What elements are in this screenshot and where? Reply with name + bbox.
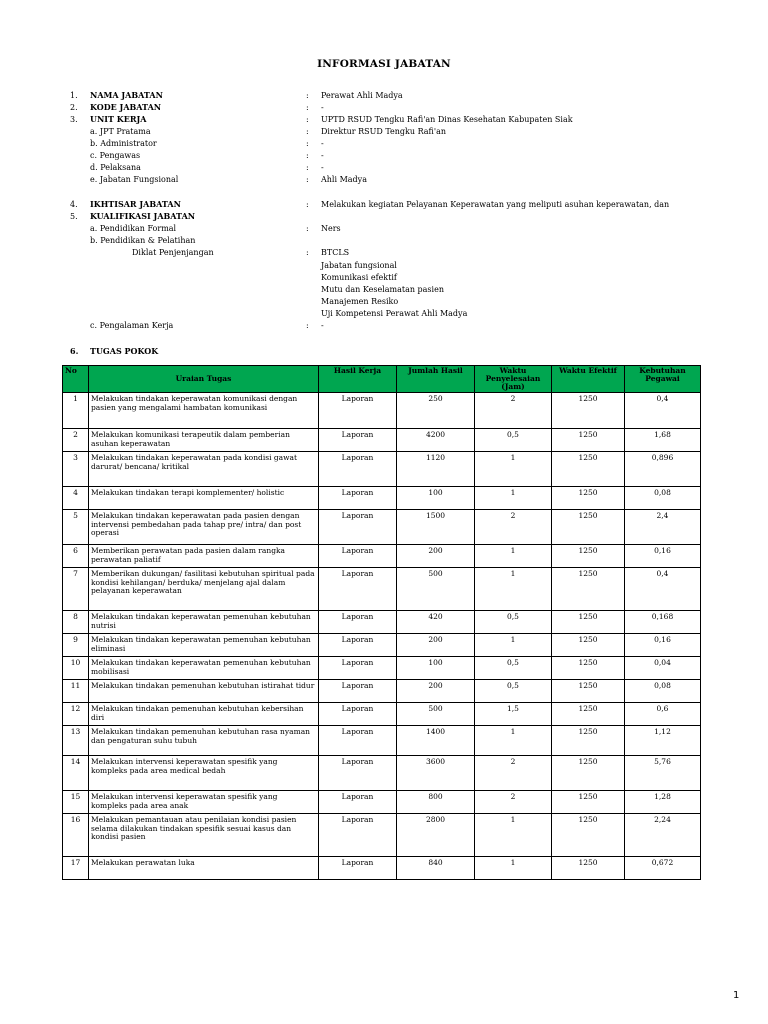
cell-no: 9 (63, 634, 89, 657)
cell-waktu-penyelesaian: 1 (475, 487, 552, 510)
info-label: IKHTISAR JABATAN (90, 199, 181, 209)
header-uraian-tugas: Uraian Tugas (89, 366, 319, 393)
cell-waktu-efektif: 1250 (552, 545, 625, 568)
cell-hasil-kerja: Laporan (319, 726, 397, 756)
cell-jumlah-hasil: 100 (397, 657, 475, 680)
cell-no: 2 (63, 429, 89, 452)
info-colon: : (306, 91, 309, 100)
table-row (63, 611, 701, 634)
header-jumlah-hasil: Jumlah Hasil (397, 366, 475, 393)
cell-uraian-tugas: Melakukan pemantauan atau penilaian kondisi pasien selama dilakukan tindakan spesifik sesuai kasus dan kondisi pasien (89, 814, 319, 857)
cell-uraian-tugas: Melakukan tindakan keperawatan pemenuhan kebutuhan mobilisasi (89, 657, 319, 680)
cell-waktu-penyelesaian: 0,5 (475, 611, 552, 634)
cell-waktu-penyelesaian: 1 (475, 568, 552, 611)
cell-waktu-penyelesaian: 2 (475, 510, 552, 545)
cell-kebutuhan-pegawai: 0,4 (625, 568, 701, 611)
cell-waktu-efektif: 1250 (552, 510, 625, 545)
table-row (63, 726, 701, 756)
table-row (63, 814, 701, 857)
table-row (63, 429, 701, 452)
cell-waktu-penyelesaian: 1 (475, 634, 552, 657)
table-row (63, 756, 701, 791)
table-row (63, 568, 701, 611)
cell-no: 14 (63, 756, 89, 791)
cell-jumlah-hasil: 2800 (397, 814, 475, 857)
info-label: Diklat Penjenjangan (132, 248, 214, 257)
info-label: KODE JABATAN (90, 102, 162, 112)
info-label: b. Pendidikan & Pelatihan (90, 236, 196, 245)
cell-kebutuhan-pegawai: 0,04 (625, 657, 701, 680)
cell-no: 5 (63, 510, 89, 545)
cell-no: 1 (63, 393, 89, 429)
tugas-pokok-table (62, 365, 701, 880)
cell-waktu-efektif: 1250 (552, 429, 625, 452)
cell-waktu-efektif: 1250 (552, 791, 625, 814)
info-value: Mutu dan Keselamatan pasien (321, 285, 444, 294)
cell-hasil-kerja: Laporan (319, 545, 397, 568)
cell-no: 4 (63, 487, 89, 510)
info-value: BTCLS (321, 248, 350, 257)
cell-waktu-penyelesaian: 1,5 (475, 703, 552, 726)
cell-no: 11 (63, 680, 89, 703)
cell-no: 13 (63, 726, 89, 756)
cell-jumlah-hasil: 800 (397, 791, 475, 814)
cell-waktu-penyelesaian: 1 (475, 452, 552, 487)
cell-jumlah-hasil: 840 (397, 857, 475, 880)
cell-jumlah-hasil: 200 (397, 545, 475, 568)
cell-jumlah-hasil: 1400 (397, 726, 475, 756)
cell-uraian-tugas: Memberikan perawatan pada pasien dalam rangka perawatan paliatif (89, 545, 319, 568)
cell-hasil-kerja: Laporan (319, 814, 397, 857)
table-row (63, 791, 701, 814)
info-value: - (321, 163, 324, 172)
info-colon: : (306, 115, 309, 124)
info-colon: : (306, 127, 309, 136)
info-label: NAMA JABATAN (90, 90, 163, 100)
info-colon: : (306, 175, 309, 184)
table-row (63, 510, 701, 545)
info-colon: : (306, 103, 309, 112)
info-colon: : (306, 200, 309, 209)
table-row (63, 487, 701, 510)
table-row (63, 680, 701, 703)
info-value: Perawat Ahli Madya (321, 91, 403, 100)
cell-waktu-efektif: 1250 (552, 726, 625, 756)
section-tugas-pokok-heading (70, 346, 159, 356)
section-number: 6. (70, 346, 79, 356)
cell-kebutuhan-pegawai: 1,68 (625, 429, 701, 452)
info-number: 4. (70, 200, 78, 209)
cell-kebutuhan-pegawai: 2,4 (625, 510, 701, 545)
cell-jumlah-hasil: 500 (397, 703, 475, 726)
cell-waktu-penyelesaian: 1 (475, 814, 552, 857)
cell-waktu-efektif: 1250 (552, 703, 625, 726)
cell-waktu-penyelesaian: 2 (475, 756, 552, 791)
cell-kebutuhan-pegawai: 0,672 (625, 857, 701, 880)
cell-uraian-tugas: Melakukan tindakan terapi komplementer/ holistic (89, 487, 319, 510)
header-waktu-efektif: Waktu Efektif (552, 366, 625, 393)
info-number: 5. (70, 212, 78, 221)
cell-kebutuhan-pegawai: 0,6 (625, 703, 701, 726)
cell-hasil-kerja: Laporan (319, 857, 397, 880)
cell-waktu-penyelesaian: 2 (475, 791, 552, 814)
cell-uraian-tugas: Melakukan tindakan pemenuhan kebutuhan kebersihan diri (89, 703, 319, 726)
cell-waktu-efektif: 1250 (552, 657, 625, 680)
cell-jumlah-hasil: 4200 (397, 429, 475, 452)
cell-hasil-kerja: Laporan (319, 429, 397, 452)
header-kebutuhan-pegawai: Kebutuhan Pegawai (625, 366, 701, 393)
cell-hasil-kerja: Laporan (319, 634, 397, 657)
info-value: UPTD RSUD Tengku Rafi'an Dinas Kesehatan Kabupaten Siak (321, 115, 573, 124)
info-label: a. JPT Pratama (90, 127, 151, 136)
cell-hasil-kerja: Laporan (319, 393, 397, 429)
cell-waktu-penyelesaian: 1 (475, 545, 552, 568)
cell-uraian-tugas: Melakukan tindakan keperawatan pemenuhan kebutuhan nutrisi (89, 611, 319, 634)
info-colon: : (306, 248, 309, 257)
cell-no: 17 (63, 857, 89, 880)
cell-jumlah-hasil: 250 (397, 393, 475, 429)
cell-kebutuhan-pegawai: 1,28 (625, 791, 701, 814)
cell-waktu-penyelesaian: 1 (475, 726, 552, 756)
cell-waktu-efektif: 1250 (552, 568, 625, 611)
info-value: Ners (321, 224, 341, 233)
cell-no: 6 (63, 545, 89, 568)
table-row (63, 545, 701, 568)
cell-jumlah-hasil: 1120 (397, 452, 475, 487)
cell-waktu-efektif: 1250 (552, 487, 625, 510)
table-row (63, 393, 701, 429)
section-title: TUGAS POKOK (90, 346, 159, 356)
cell-kebutuhan-pegawai: 0,896 (625, 452, 701, 487)
cell-no: 15 (63, 791, 89, 814)
cell-jumlah-hasil: 200 (397, 634, 475, 657)
cell-uraian-tugas: Melakukan tindakan keperawatan komunikasi dengan pasien yang mengalami hambatan komunikasi (89, 393, 319, 429)
cell-waktu-efektif: 1250 (552, 452, 625, 487)
cell-jumlah-hasil: 1500 (397, 510, 475, 545)
cell-waktu-penyelesaian: 1 (475, 857, 552, 880)
cell-hasil-kerja: Laporan (319, 657, 397, 680)
cell-hasil-kerja: Laporan (319, 510, 397, 545)
cell-jumlah-hasil: 500 (397, 568, 475, 611)
cell-uraian-tugas: Melakukan tindakan keperawatan pada pasien dengan intervensi pembedahan pada tahap pre/ intra/ dan post operasi (89, 510, 319, 545)
cell-uraian-tugas: Melakukan tindakan pemenuhan kebutuhan istirahat tidur (89, 680, 319, 703)
cell-waktu-penyelesaian: 0,5 (475, 680, 552, 703)
cell-waktu-efektif: 1250 (552, 814, 625, 857)
cell-waktu-efektif: 1250 (552, 756, 625, 791)
cell-waktu-penyelesaian: 0,5 (475, 657, 552, 680)
cell-hasil-kerja: Laporan (319, 568, 397, 611)
cell-uraian-tugas: Melakukan intervensi keperawatan spesifik yang kompleks pada area medical bedah (89, 756, 319, 791)
table-row (63, 452, 701, 487)
document-title: INFORMASI JABATAN (317, 58, 451, 70)
cell-kebutuhan-pegawai: 0,08 (625, 680, 701, 703)
info-value: - (321, 321, 324, 330)
cell-kebutuhan-pegawai: 0,08 (625, 487, 701, 510)
cell-jumlah-hasil: 420 (397, 611, 475, 634)
info-number: 3. (70, 115, 78, 124)
table-row (63, 703, 701, 726)
info-label: KUALIFIKASI JABATAN (90, 211, 196, 221)
cell-waktu-efektif: 1250 (552, 611, 625, 634)
table-row (63, 634, 701, 657)
cell-no: 16 (63, 814, 89, 857)
cell-kebutuhan-pegawai: 0,4 (625, 393, 701, 429)
info-value: Ahli Madya (321, 175, 367, 184)
cell-uraian-tugas: Memberikan dukungan/ fasilitasi kebutuhan spiritual pada kondisi kehilangan/ berduka/ menjelang ajal dalam pelayanan keperawatan (89, 568, 319, 611)
info-label: e. Jabatan Fungsional (90, 175, 179, 184)
cell-hasil-kerja: Laporan (319, 791, 397, 814)
cell-uraian-tugas: Melakukan tindakan keperawatan pemenuhan kebutuhan eliminasi (89, 634, 319, 657)
cell-waktu-penyelesaian: 0,5 (475, 429, 552, 452)
cell-jumlah-hasil: 200 (397, 680, 475, 703)
cell-kebutuhan-pegawai: 0,16 (625, 634, 701, 657)
cell-no: 12 (63, 703, 89, 726)
info-value: Melakukan kegiatan Pelayanan Keperawatan yang meliputi asuhan keperawatan, dan (321, 200, 670, 209)
header-waktu-penyelesaian: Waktu Penyelesaian (Jam) (475, 366, 552, 393)
cell-waktu-efektif: 1250 (552, 680, 625, 703)
cell-waktu-efektif: 1250 (552, 634, 625, 657)
cell-no: 3 (63, 452, 89, 487)
cell-uraian-tugas: Melakukan tindakan keperawatan pada kondisi gawat darurat/ bencana/ kritikal (89, 452, 319, 487)
page-number: 1 (733, 990, 740, 1001)
info-value: Manajemen Resiko (321, 297, 399, 306)
cell-hasil-kerja: Laporan (319, 703, 397, 726)
cell-jumlah-hasil: 100 (397, 487, 475, 510)
cell-hasil-kerja: Laporan (319, 756, 397, 791)
cell-hasil-kerja: Laporan (319, 452, 397, 487)
info-colon: : (306, 139, 309, 148)
cell-waktu-efektif: 1250 (552, 857, 625, 880)
info-label: d. Pelaksana (90, 163, 141, 172)
cell-kebutuhan-pegawai: 0,16 (625, 545, 701, 568)
info-value: - (321, 139, 324, 148)
info-label: c. Pengawas (90, 151, 141, 160)
cell-hasil-kerja: Laporan (319, 611, 397, 634)
info-value: Jabatan fungsional (321, 261, 397, 270)
table-row (63, 857, 701, 880)
cell-uraian-tugas: Melakukan tindakan pemenuhan kebutuhan rasa nyaman dan pengaturan suhu tubuh (89, 726, 319, 756)
cell-kebutuhan-pegawai: 5,76 (625, 756, 701, 791)
cell-no: 8 (63, 611, 89, 634)
cell-uraian-tugas: Melakukan intervensi keperawatan spesifik yang kompleks pada area anak (89, 791, 319, 814)
cell-waktu-penyelesaian: 2 (475, 393, 552, 429)
cell-jumlah-hasil: 3600 (397, 756, 475, 791)
table-header-row (63, 366, 701, 393)
info-value: Uji Kompetensi Perawat Ahli Madya (321, 309, 468, 318)
info-value: - (321, 103, 324, 112)
cell-uraian-tugas: Melakukan perawatan luka (89, 857, 319, 880)
cell-hasil-kerja: Laporan (319, 680, 397, 703)
cell-waktu-efektif: 1250 (552, 393, 625, 429)
header-no: No (63, 366, 89, 393)
info-colon: : (306, 163, 309, 172)
cell-hasil-kerja: Laporan (319, 487, 397, 510)
info-value: - (321, 151, 324, 160)
cell-no: 10 (63, 657, 89, 680)
info-label: b. Administrator (90, 139, 157, 148)
info-colon: : (306, 224, 309, 233)
info-value: Direktur RSUD Tengku Rafi'an (321, 127, 447, 136)
cell-kebutuhan-pegawai: 0,168 (625, 611, 701, 634)
cell-no: 7 (63, 568, 89, 611)
cell-uraian-tugas: Melakukan komunikasi terapeutik dalam pemberian asuhan keperawatan (89, 429, 319, 452)
info-label: a. Pendidikan Formal (90, 224, 177, 233)
info-colon: : (306, 321, 309, 330)
info-value: Komunikasi efektif (321, 273, 397, 282)
cell-kebutuhan-pegawai: 2,24 (625, 814, 701, 857)
info-colon: : (306, 151, 309, 160)
info-label: c. Pengalaman Kerja (90, 321, 174, 330)
cell-kebutuhan-pegawai: 1,12 (625, 726, 701, 756)
header-hasil-kerja: Hasil Kerja (319, 366, 397, 393)
info-number: 1. (70, 91, 78, 100)
info-label: UNIT KERJA (90, 114, 147, 124)
info-number: 2. (70, 103, 78, 112)
table-row (63, 657, 701, 680)
